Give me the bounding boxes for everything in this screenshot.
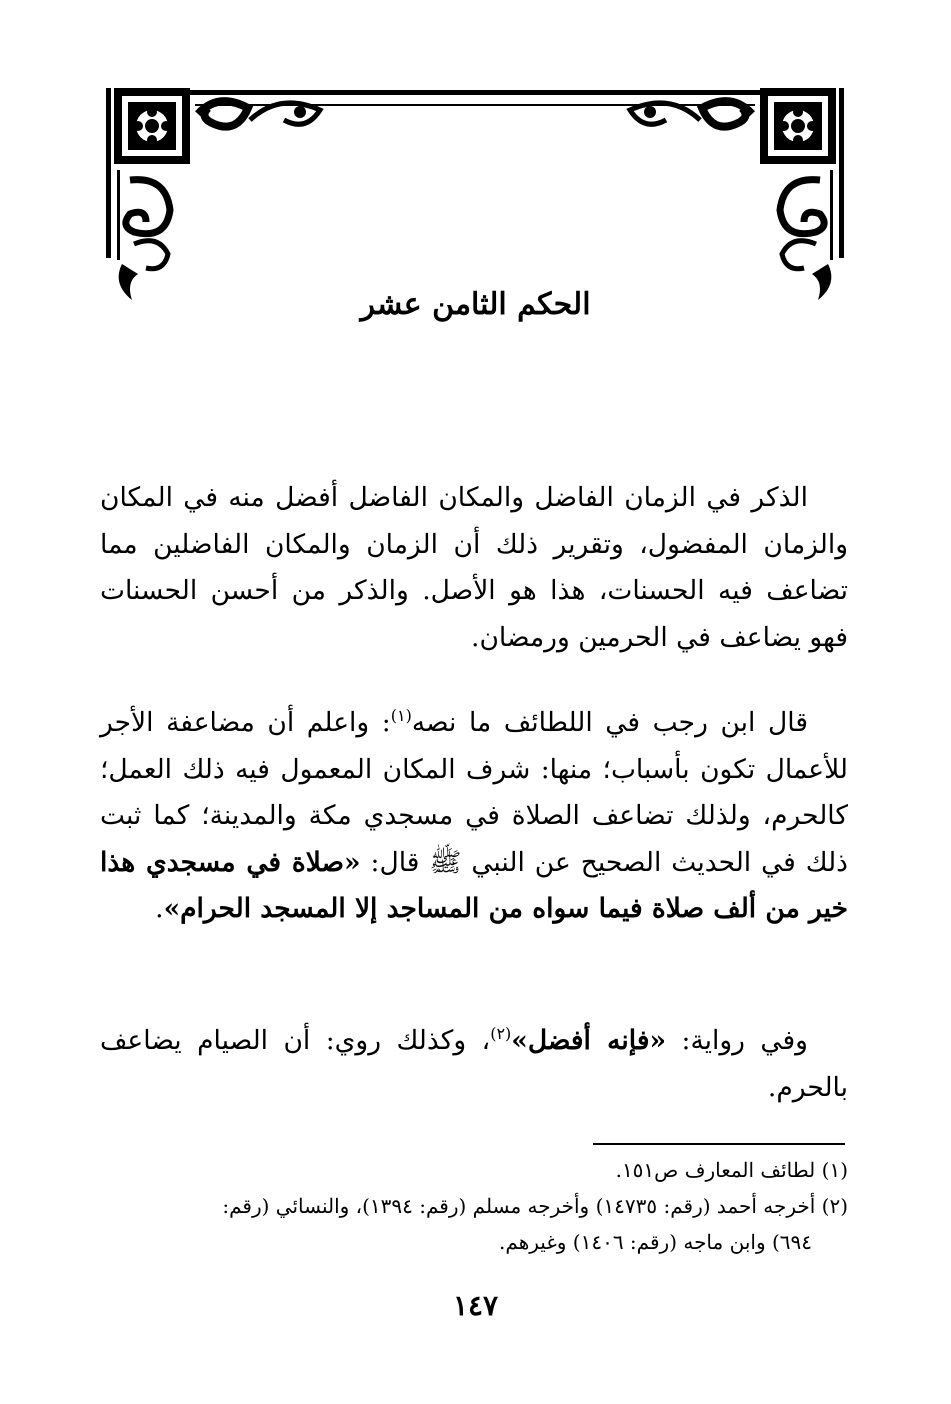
paragraph-1-text: الذكر في الزمان الفاضل والمكان الفاضل أفضل منه في المكان والزمان المفضول، وتقرير ذلك أن الزمان والمكان الفاضلين مما تضاعف فيه الحسنات، هذا هو الأصل. والذكر من أحسن الحسنات فهو يضاعف في الحرمين ورمضان.	[100, 482, 848, 653]
page-number: ١٤٧	[452, 1289, 499, 1322]
footnote-1: (١) لطائف المعارف ص١٥١.	[615, 1158, 848, 1182]
paragraph-1	[100, 475, 848, 661]
paragraph-2	[100, 700, 848, 933]
hadith-quote: «صلاة في مسجدي هذا خير من ألف صلاة فيما سواه من المساجد إلا المسجد الحرام»	[100, 846, 848, 924]
narration-quote: «فإنه أفضل»	[511, 1025, 667, 1056]
paragraph-2-body: : واعلم أن مضاعفة الأجر للأعمال تكون بأسباب؛ منها: شرف المكان المعمول فيه ذلك العمل؛ كالحرم، ولذلك تضاعف الصلاة في مسجدي مكة والمدينة؛ كما ثبت ذلك في الحديث الصحيح عن النبي ﷺ قال:	[100, 707, 848, 878]
footnote-2-line-2: ٦٩٤) وابن ماجه (رقم: ١٤٠٦) وغيرهم.	[499, 1230, 812, 1254]
paragraph-3-intro: وفي رواية:	[666, 1025, 808, 1056]
paragraph-2-intro: قال ابن رجب في اللطائف ما نصه	[411, 707, 808, 738]
footnote-divider	[593, 1143, 845, 1145]
paragraph-2-end: .	[155, 893, 164, 924]
footnotes	[100, 1152, 848, 1260]
footnote-ref-1[interactable]: (١)	[390, 706, 412, 726]
footnote-2-line-1: (٢) أخرجه أحمد (رقم: ١٤٧٣٥) وأخرجه مسلم (رقم: ١٣٩٤)، والنسائي (رقم:	[222, 1194, 848, 1218]
paragraph-3	[100, 1018, 848, 1111]
chapter-title: الحكم الثامن عشر	[360, 287, 591, 322]
footnote-ref-2[interactable]: (٢)	[490, 1024, 512, 1044]
ornamental-frame-icon	[100, 84, 850, 304]
paragraph-3-body: ، وكذلك روي: أن الصيام يضاعف بالحرم.	[100, 1025, 848, 1103]
